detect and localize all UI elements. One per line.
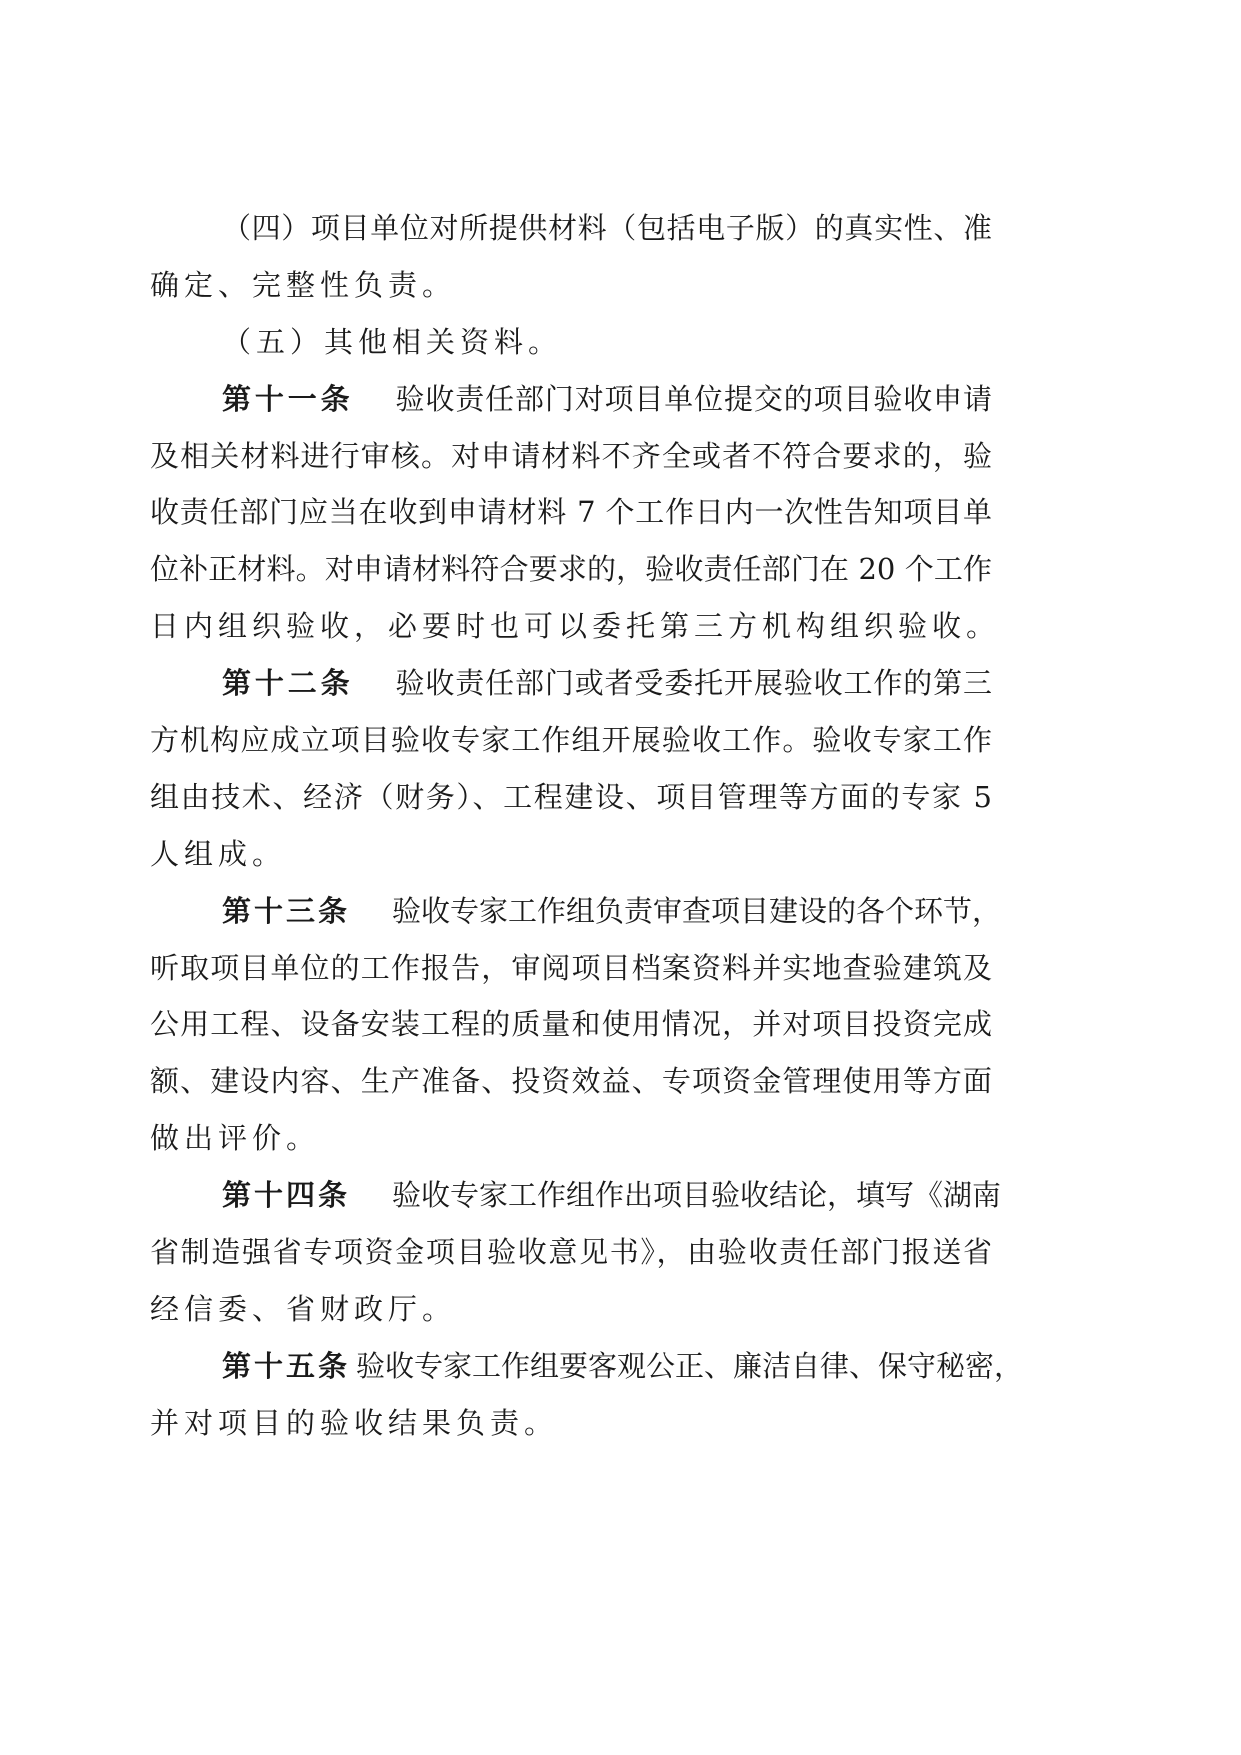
line-text: 验收专家工作组负责审查项目建设的各个环节， xyxy=(392,893,1002,928)
line-text: 组由技术、经济（财务）、工程建设、项目管理等方面的专家 5 xyxy=(150,779,992,814)
line-text: 做出评价。 xyxy=(150,1121,321,1156)
paragraph-line xyxy=(150,655,992,712)
paragraph-line xyxy=(150,1167,1002,1224)
line-text: 及相关材料进行审核。对申请材料不齐全或者不符合要求的，验 xyxy=(150,438,992,473)
paragraph-line xyxy=(150,712,992,769)
article-heading: 第十二条 xyxy=(222,666,354,701)
paragraph-line xyxy=(150,200,992,257)
line-text: 位补正材料。对申请材料符合要求的，验收责任部门在 20 个工作 xyxy=(150,552,992,587)
line-text: 方机构应成立项目验收专家工作组开展验收工作。验收专家工作 xyxy=(150,723,992,758)
paragraph-line xyxy=(150,826,992,883)
paragraph-line xyxy=(150,1053,992,1110)
line-text: 确定、完整性负责。 xyxy=(150,267,457,302)
line-text: 额、建设内容、生产准备、投资效益、专项资金管理使用等方面 xyxy=(150,1064,992,1099)
paragraph-line xyxy=(150,257,992,314)
line-text: 日内组织验收，必要时也可以委托第三方机构组织验收。 xyxy=(150,609,1001,644)
paragraph-line xyxy=(150,371,992,428)
paragraph-line xyxy=(150,996,992,1053)
paragraph-line xyxy=(150,428,992,485)
document-page xyxy=(150,200,1024,1452)
line-text: （四）项目单位对所提供材料（包括电子版）的真实性、准 xyxy=(222,211,992,245)
paragraph-line xyxy=(150,598,1001,655)
paragraph-line xyxy=(150,1395,992,1452)
line-text: 收责任部门应当在收到申请材料 7 个工作日内一次性告知项目单 xyxy=(150,495,992,530)
paragraph-line xyxy=(150,1224,992,1281)
article-heading: 第十一条 xyxy=(222,381,354,416)
line-text: 验收专家工作组作出项目验收结论，填写《湖南 xyxy=(392,1178,1002,1213)
line-text: 验收责任部门或者受委托开展验收工作的第三 xyxy=(395,666,992,701)
paragraph-line xyxy=(150,883,1002,940)
paragraph-line xyxy=(150,1338,1024,1395)
line-text: 省制造强省专项资金项目验收意见书》，由验收责任部门报送省 xyxy=(150,1235,992,1270)
paragraph-line xyxy=(150,769,992,826)
line-text: （五）其他相关资料。 xyxy=(222,324,563,359)
paragraph-line xyxy=(150,940,992,997)
line-text: 验收专家工作组要客观公正、廉洁自律、保守秘密， xyxy=(356,1348,1024,1383)
line-text: 听取项目单位的工作报告，审阅项目档案资料并实地查验建筑及 xyxy=(150,950,992,985)
paragraph-line xyxy=(150,541,992,598)
article-heading: 第十四条 xyxy=(222,1178,351,1213)
article-heading: 第十三条 xyxy=(222,893,351,928)
line-text: 公用工程、设备安装工程的质量和使用情况，并对项目投资完成 xyxy=(150,1007,992,1042)
paragraph-line xyxy=(150,1281,992,1338)
line-text: 验收责任部门对项目单位提交的项目验收申请 xyxy=(395,381,992,416)
article-heading: 第十五条 xyxy=(222,1348,351,1383)
line-text: 人组成。 xyxy=(150,836,287,871)
line-text: 并对项目的验收结果负责。 xyxy=(150,1405,559,1440)
paragraph-line xyxy=(150,1110,992,1167)
line-text: 经信委、省财政厅。 xyxy=(150,1291,457,1326)
paragraph-line xyxy=(150,484,992,541)
paragraph-line xyxy=(150,314,992,371)
